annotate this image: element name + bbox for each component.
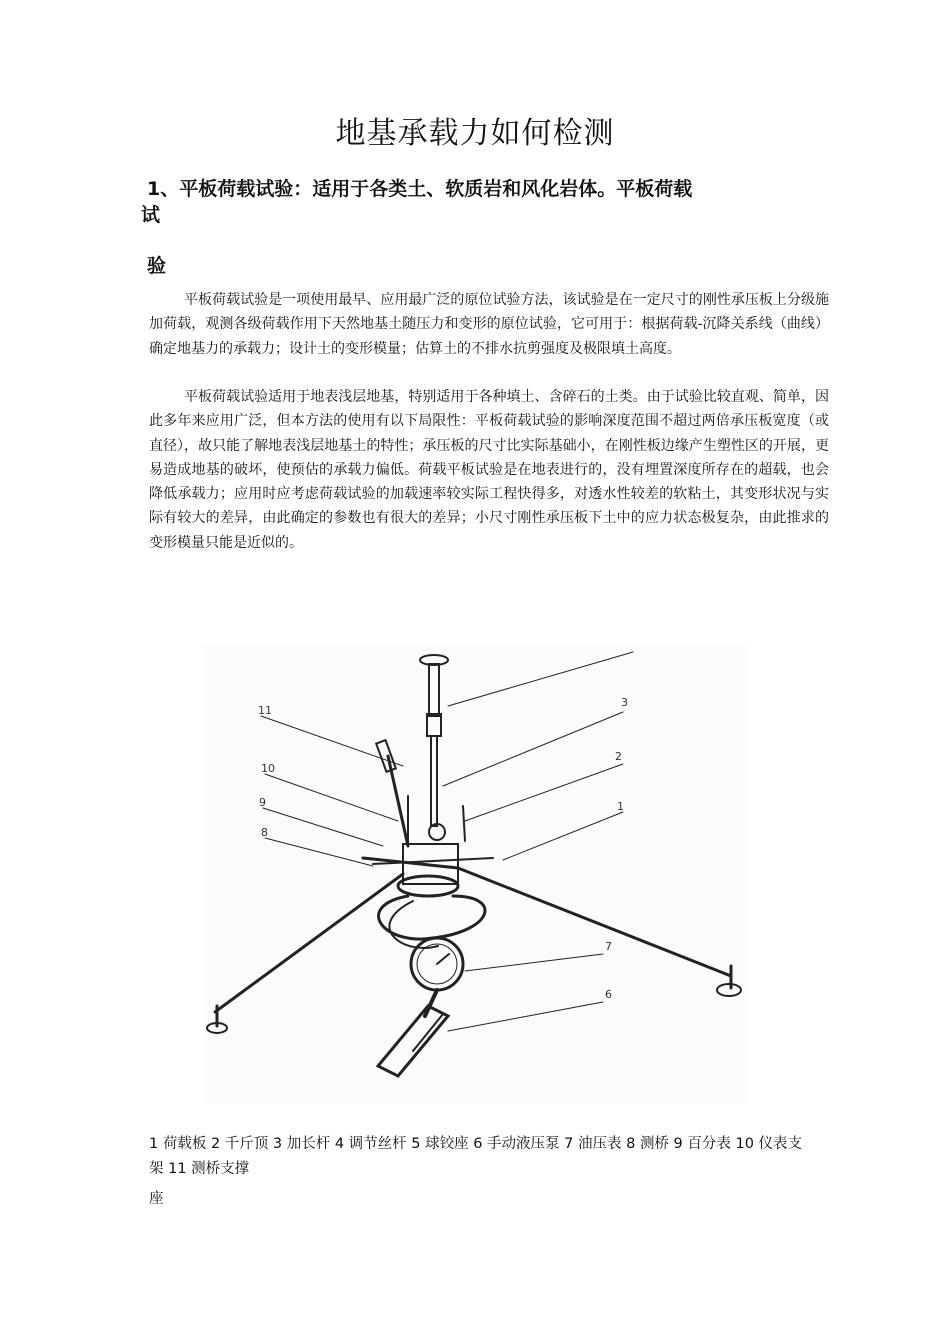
figure-label-9: 9: [259, 796, 266, 809]
figure-caption: [149, 1132, 809, 1212]
figure-label-11: 11: [258, 704, 272, 717]
figure-label-10: 10: [261, 762, 275, 775]
section-heading-line1: 1、平板荷载试验：适用于各类土、软质岩和风化岩体。平板荷载: [147, 178, 693, 200]
figure-label-1: 1: [617, 800, 624, 813]
section-heading-line2: 试: [141, 204, 161, 226]
figure-label-6: 6: [605, 988, 612, 1001]
figure-label-8: 8: [261, 826, 268, 839]
figure-caption-line: 1 荷载板 2 千斤顶 3 加长杆 4 调节丝杆 5 球铰座 6 手动液压泵 7 油压表 8 测桥 9 百分表 10 仪表支架 11 测桥支撑: [149, 1136, 803, 1177]
paragraph-2: 平板荷载试验适用于地表浅层地基，特别适用于各种填土、含碎石的土类。由于试验比较直观、简单，因此多年来应用广泛，但本方法的使用有以下局限性：平板荷载试验的影响深度范围不超过两倍承压板宽度（或直径），故只能了解地表浅层地基土的特性；承压板的尺寸比实际基础小，在刚性板边缘产生塑性区的开展，更易造成地基的破坏，使预估的承载力偏低。荷载平板试验是在地表进行的，没有埋置深度所存在的超载，也会降低承载力；应用时应考虑荷载试验的加载速率较实际工程快得多，对透水性较差的软粘土，其变形状况与实际有较大的差异，由此确定的参数也有很大的差异；小尺寸刚性承压板下土中的应力状态极复杂，由此推求的变形模量只能是近似的。: [149, 389, 829, 551]
section-heading-line3: 验: [147, 255, 167, 277]
figure-caption-tail: 座: [149, 1191, 164, 1207]
figure-label-7: 7: [605, 940, 612, 953]
document-title: 地基承载力如何检测: [335, 116, 615, 151]
apparatus-diagram: [203, 646, 748, 1103]
section-heading: [141, 176, 807, 279]
figure-label-3: 3: [621, 696, 628, 709]
plate-load-test-apparatus-figure: [203, 646, 748, 1103]
paragraph-1: 平板荷载试验是一项使用最早、应用最广泛的原位试验方法，该试验是在一定尺寸的刚性承压板上分级施加荷载，观测各级荷载作用下天然地基土随压力和变形的原位试验，它可用于：根据荷载-沉降关系线（曲线）确定地基力的承载力；设计土的变形模量；估算土的不排水抗剪强度及极限填土高度。: [149, 292, 829, 357]
figure-label-2: 2: [615, 750, 622, 763]
